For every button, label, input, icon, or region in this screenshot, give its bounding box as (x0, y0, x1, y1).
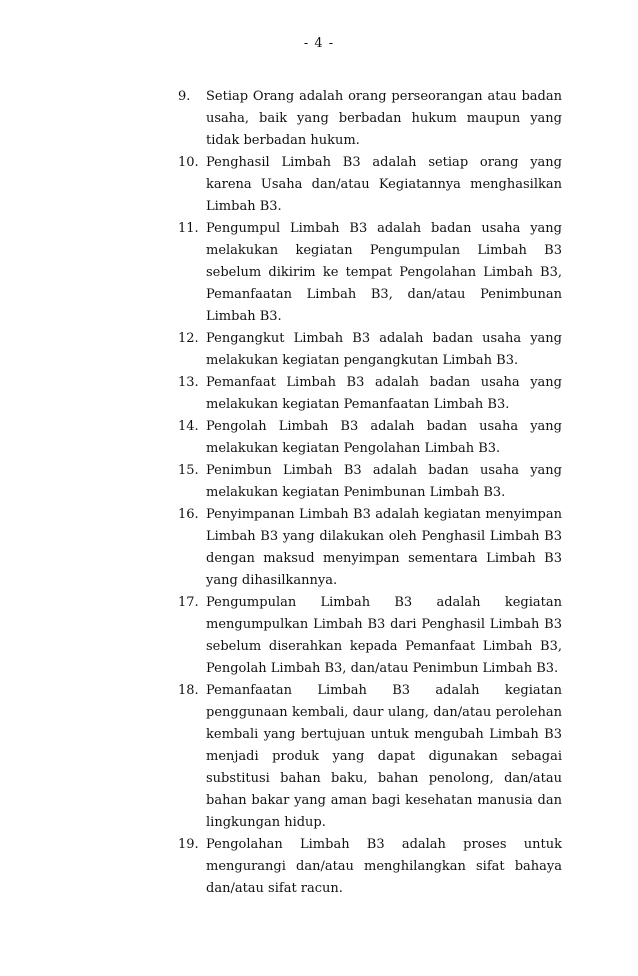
definition-text: Pengolahan Limbah B3 adalah proses untuk mengurangi dan/atau menghilangkan sifat bahaya dan/atau sifat racun. (206, 837, 562, 896)
definition-number: 17. (178, 595, 199, 610)
definition-number: 13. (178, 375, 199, 390)
definition-text: Penimbun Limbah B3 adalah badan usaha yang melakukan kegiatan Penimbunan Limbah B3. (206, 463, 562, 500)
definition-text: Pemanfaat Limbah B3 adalah badan usaha yang melakukan kegiatan Pemanfaatan Limbah B3. (206, 375, 562, 412)
definition-item-13 (168, 372, 562, 416)
definition-text: Pengumpul Limbah B3 adalah badan usaha yang melakukan kegiatan Pengumpulan Limbah B3 sebelum dikirim ke tempat Pengolahan Limbah B3, Pemanfaatan Limbah B3, dan/atau Penimbunan Limbah B3. (206, 221, 562, 324)
definition-number: 14. (178, 419, 199, 434)
definition-number: 9. (178, 89, 191, 104)
page-number: - 4 - (303, 36, 335, 51)
definition-item-17 (168, 592, 562, 680)
definition-item-9 (168, 86, 562, 152)
definition-text: Penghasil Limbah B3 adalah setiap orang yang karena Usaha dan/atau Kegiatannya menghasilkan Limbah B3. (206, 155, 562, 214)
definition-number: 19. (178, 837, 199, 852)
definition-list (168, 86, 562, 900)
definition-number: 16. (178, 507, 199, 522)
definition-item-12 (168, 328, 562, 372)
definition-text: Penyimpanan Limbah B3 adalah kegiatan menyimpan Limbah B3 yang dilakukan oleh Penghasil Limbah B3 dengan maksud menyimpan sementara Limbah B3 yang dihasilkannya. (206, 507, 562, 588)
definition-item-16 (168, 504, 562, 592)
definition-item-14 (168, 416, 562, 460)
definition-number: 10. (178, 155, 199, 170)
definition-text: Setiap Orang adalah orang perseorangan atau badan usaha, baik yang berbadan hukum maupun yang tidak berbadan hukum. (206, 89, 562, 148)
definition-number: 15. (178, 463, 199, 478)
definition-number: 12. (178, 331, 199, 346)
definition-number: 11. (178, 221, 199, 236)
definition-number: 18. (178, 683, 199, 698)
definition-item-19 (168, 834, 562, 900)
definition-text: Pemanfaatan Limbah B3 adalah kegiatan penggunaan kembali, daur ulang, dan/atau perolehan kembali yang bertujuan untuk mengubah Limbah B3 menjadi produk yang dapat digunakan sebagai substitusi bahan baku, bahan penolong, dan/atau bahan bakar yang aman bagi kesehatan manusia dan lingkungan hidup. (206, 683, 562, 830)
definition-text: Pengumpulan Limbah B3 adalah kegiatan mengumpulkan Limbah B3 dari Penghasil Limbah B3 sebelum diserahkan kepada Pemanfaat Limbah B3, Pengolah Limbah B3, dan/atau Penimbun Limbah B3. (206, 595, 562, 676)
definition-item-11 (168, 218, 562, 328)
definition-text: Pengolah Limbah B3 adalah badan usaha yang melakukan kegiatan Pengolahan Limbah B3. (206, 419, 562, 456)
definition-item-18 (168, 680, 562, 834)
definition-item-10 (168, 152, 562, 218)
definition-text: Pengangkut Limbah B3 adalah badan usaha yang melakukan kegiatan pengangkutan Limbah B3. (206, 331, 562, 368)
definition-item-15 (168, 460, 562, 504)
